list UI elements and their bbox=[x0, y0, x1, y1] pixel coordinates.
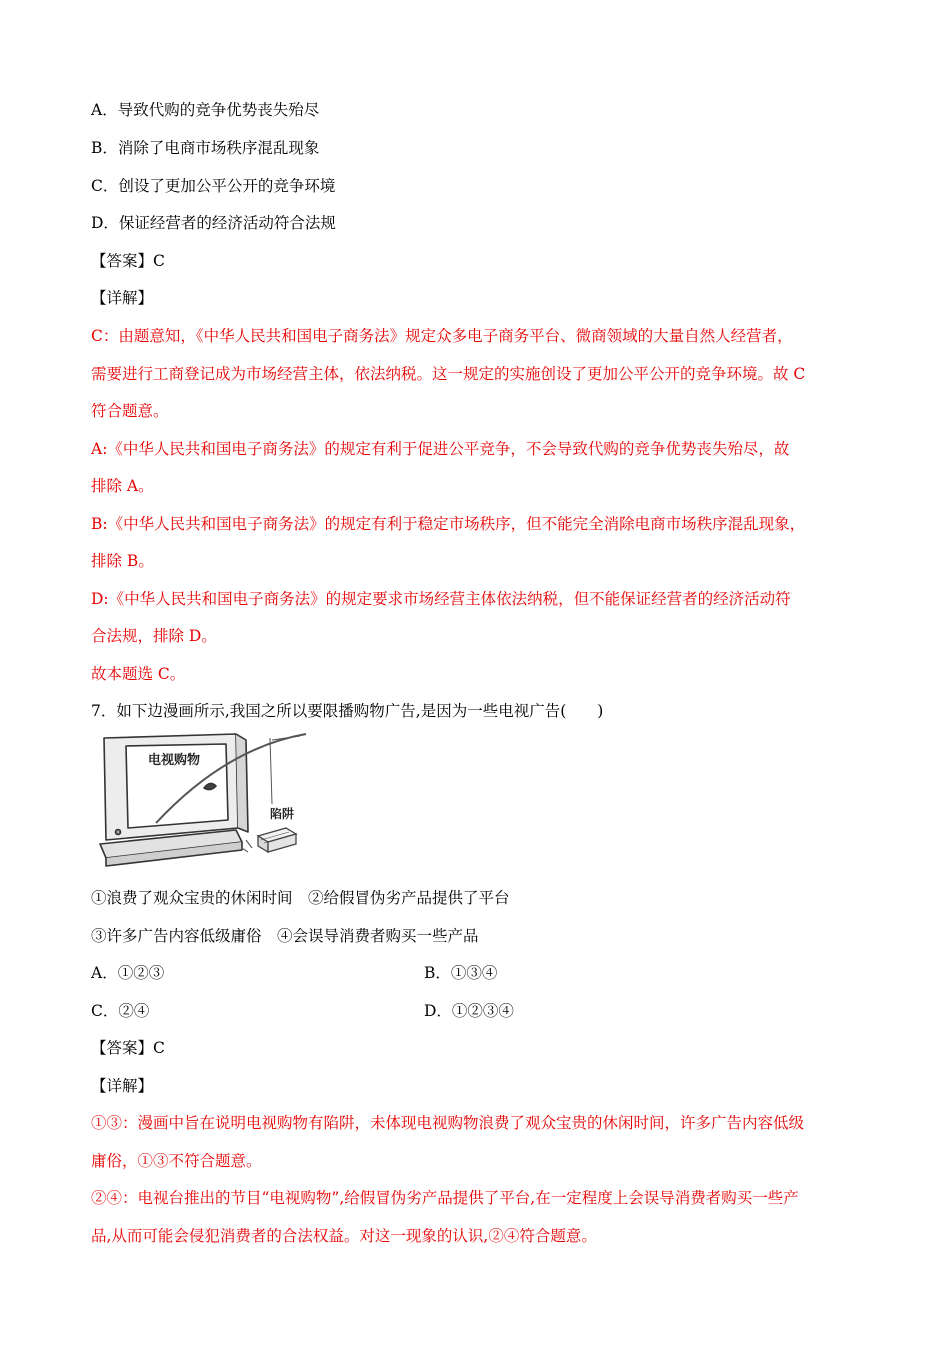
q6-detail-label: 【详解】 bbox=[91, 289, 154, 307]
q7-detail-label: 【详解】 bbox=[91, 1077, 154, 1095]
q7-answer: 【答案】C bbox=[91, 1039, 165, 1057]
cartoon-screen-label: 电视购物 bbox=[148, 753, 201, 768]
q7-explanation-line: ②④：电视台推出的节目“电视购物”,给假冒伪劣产品提供了平台,在一定程度上会误导消费者购买一些产 bbox=[91, 1189, 799, 1207]
q6-option-d: D．保证经营者的经济活动符合法规 bbox=[91, 214, 336, 232]
q6-explanation-line: 符合题意。 bbox=[91, 402, 169, 420]
q6-explanation-line: A:《中华人民共和国电子商务法》的规定有利于促进公平竞争，不会导致代购的竞争优势丧失殆尽，故 bbox=[91, 440, 790, 458]
q6-explanation-line: 排除 B。 bbox=[91, 552, 154, 570]
q6-explanation-line: B:《中华人民共和国电子商务法》的规定有利于稳定市场秩序，但不能完全消除电商市场秩序混乱现象， bbox=[91, 515, 806, 533]
q7-explanation-line: ①③：漫画中旨在说明电视购物有陷阱，未体现电视购物浪费了观众宝贵的休闲时间，许多广告内容低级 bbox=[91, 1114, 805, 1132]
q7-option-d: D．①②③④ bbox=[424, 1002, 514, 1020]
q6-explanation-line: D:《中华人民共和国电子商务法》的规定要求市场经营主体依法纳税，但不能保证经营者的经济活动符 bbox=[91, 590, 791, 608]
q7-statements-1: ①浪费了观众宝贵的休闲时间 ②给假冒伪劣产品提供了平台 bbox=[91, 889, 510, 907]
q6-explanation-line: 排除 A。 bbox=[91, 477, 154, 495]
q6-explanation-line: C：由题意知，《中华人民共和国电子商务法》规定众多电子商务平台、微商领域的大量自然人经营者， bbox=[91, 327, 793, 345]
money-trap-icon bbox=[242, 828, 296, 852]
q7-stem: 7．如下边漫画所示,我国之所以要限播购物广告,是因为一些电视广告( ) bbox=[91, 702, 604, 720]
q6-option-a: A．导致代购的竞争优势丧失殆尽 bbox=[91, 101, 320, 119]
q6-option-c: C．创设了更加公平公开的竞争环境 bbox=[91, 177, 336, 195]
q7-option-a: A．①②③ bbox=[91, 964, 165, 982]
q6-explanation-line: 合法规，排除 D。 bbox=[91, 627, 217, 645]
q6-answer: 【答案】C bbox=[91, 252, 165, 270]
tv-shopping-cartoon bbox=[96, 728, 316, 870]
q6-option-b: B．消除了电商市场秩序混乱现象 bbox=[91, 139, 320, 157]
cartoon-trap-label: 陷阱 bbox=[270, 807, 295, 821]
q7-explanation-line: 庸俗，①③不符合题意。 bbox=[91, 1152, 262, 1170]
q7-option-b: B．①③④ bbox=[424, 964, 498, 982]
q7-explanation-line: 品,从而可能会侵犯消费者的合法权益。对这一现象的认识,②④符合题意。 bbox=[91, 1227, 597, 1245]
q7-statements-2: ③许多广告内容低级庸俗 ④会误导消费者购买一些产品 bbox=[91, 927, 479, 945]
q6-explanation-line: 故本题选 C。 bbox=[91, 665, 186, 683]
q6-explanation-line: 需要进行工商登记成为市场经营主体，依法纳税。这一规定的实施创设了更加公平公开的竞争环境。故 C bbox=[91, 365, 806, 383]
q7-option-c: C．②④ bbox=[91, 1002, 150, 1020]
